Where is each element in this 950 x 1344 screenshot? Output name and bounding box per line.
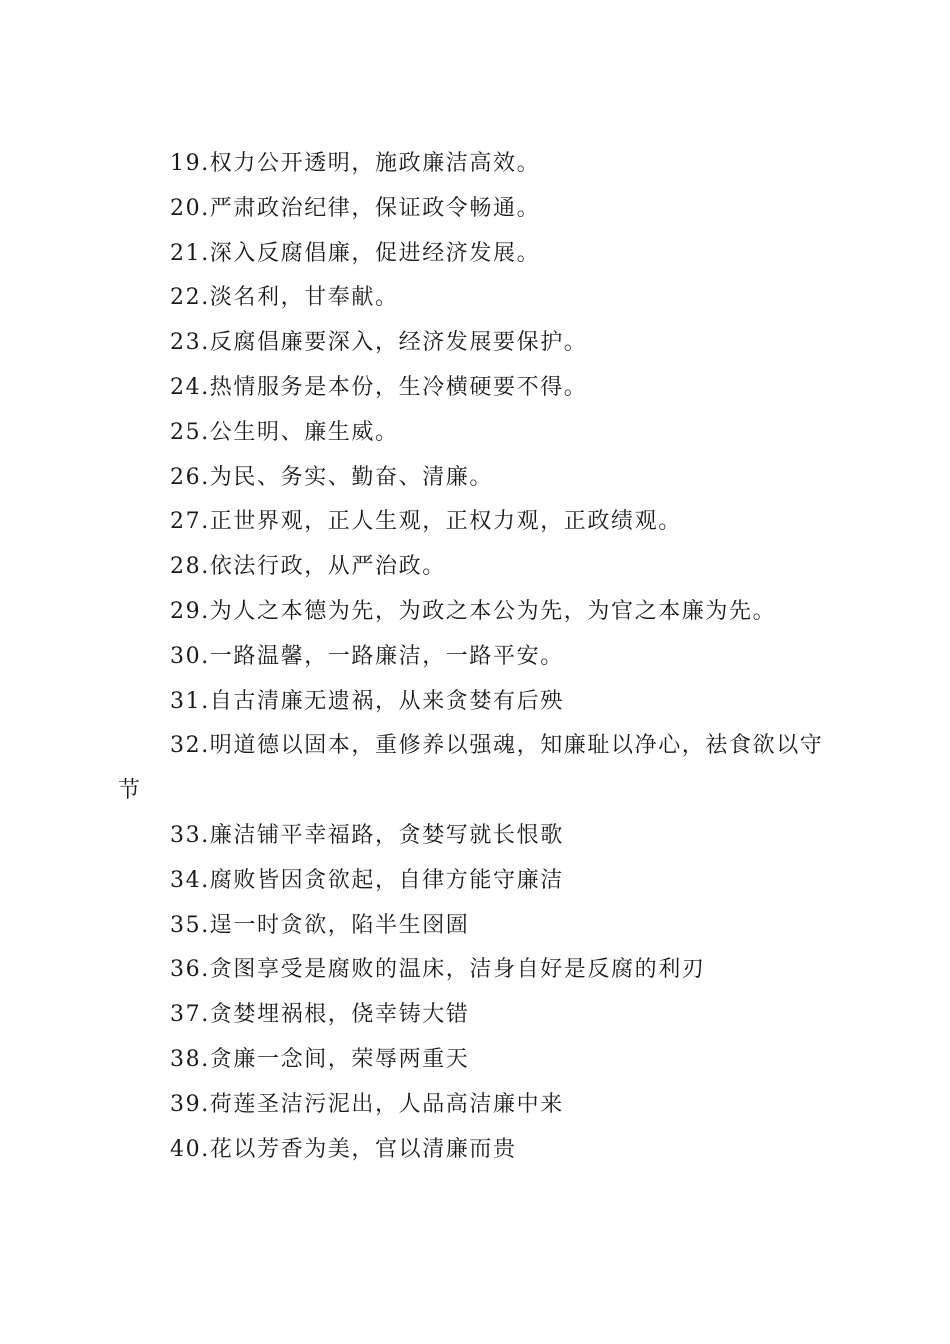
list-item: 32.明道德以固本，重修养以强魂，知廉耻以净心，祛食欲以守节 [118, 733, 824, 804]
list-item: 29.为人之本德为先，为政之本公为先，为官之本廉为先。 [170, 598, 777, 624]
list-item: 26.为民、务实、勤奋、清廉。 [170, 464, 493, 490]
list-item: 39.荷莲圣洁污泥出，人品高洁廉中来 [170, 1091, 564, 1117]
list-item: 33.廉洁铺平幸福路，贪婪写就长恨歌 [170, 822, 564, 848]
list-item: 36.贪图享受是腐败的温床，洁身自好是反腐的利刃 [170, 957, 706, 983]
list-item: 25.公生明、廉生威。 [170, 419, 399, 445]
list-item: 24.热情服务是本份，生冷横硬要不得。 [170, 374, 588, 400]
list-item: 20.严肃政治纪律，保证政令畅通。 [170, 195, 541, 221]
list-item: 40.花以芳香为美，官以清廉而贵 [170, 1136, 517, 1162]
list-item: 21.深入反腐倡廉，促进经济发展。 [170, 240, 541, 266]
list-item: 35.逞一时贪欲，陷半生囹圄 [170, 912, 470, 938]
list-item: 30.一路温馨，一路廉洁，一路平安。 [170, 643, 564, 669]
list-item: 31.自古清廉无遗祸，从来贪婪有后殃 [170, 688, 564, 714]
document-body [118, 142, 830, 1172]
list-item: 19.权力公开透明，施政廉洁高效。 [170, 151, 541, 176]
list-item: 28.依法行政，从严治政。 [170, 554, 446, 580]
list-item: 22.淡名利，甘奉献。 [170, 285, 399, 311]
list-item: 23.反腐倡廉要深入，经济发展要保护。 [170, 330, 588, 356]
list-item: 34.腐败皆因贪欲起，自律方能守廉洁 [170, 867, 564, 893]
list-item: 27.正世界观，正人生观，正权力观，正政绩观。 [170, 509, 682, 535]
list-item: 38.贪廉一念间，荣辱两重天 [170, 1046, 470, 1072]
list-item: 37.贪婪埋祸根，侥幸铸大错 [170, 1002, 470, 1028]
